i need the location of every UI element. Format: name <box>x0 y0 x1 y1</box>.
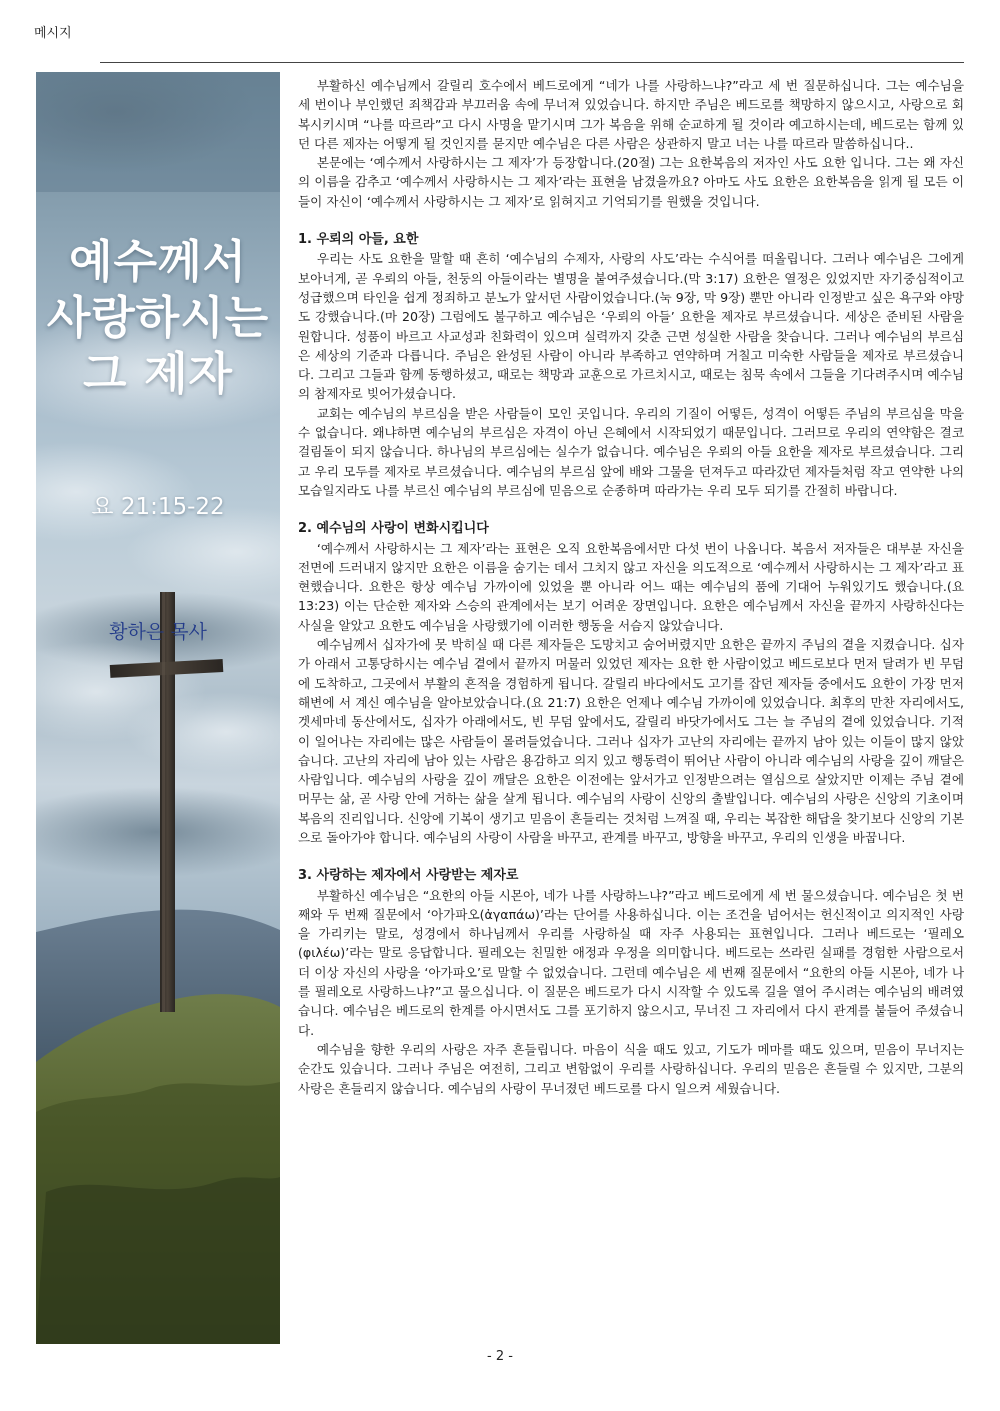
sermon-title-line: 예수께서 <box>69 235 247 288</box>
body-paragraph: 우리는 사도 요한을 말할 때 흔히 ‘예수님의 수제자, 사랑의 사도’라는 수식어를 떠올립니다. 그러나 예수님은 그에게 보아너게, 곧 우뢰의 아들, 천둥의 아들이라는 별명을 붙여주셨습니다.(막 3:17) 요한은 열정은 있었지만 자기중심적이고 성급했으며 타인을 쉽게 정죄하고 분노가 앞서던 사람이었습니다.(눅 9장, 막 9장) 뿐만 아니라 인정받고 싶은 욕구와 야망도 강했습니다.(마 20장) 그럼에도 불구하고 예수님은 ‘우뢰의 아들’ 요한을 제자로 부르셨습니다. 세상은 준비된 사람을 원합니다. 성품이 바르고 사교성과 친화력이 있으며 실력까지 갖춘 근면 성실한 사람을 찾습니다. 그러나 예수님의 부르심은 세상의 기준과 다릅니다. 주님은 완성된 사람이 아니라 부족하고 연약하며 거칠고 미숙한 사람들을 제자로 부르셨습니다. 그리고 그들과 함께 동행하셨고, 때로는 책망과 교훈으로 가르치시고, 때로는 침묵 속에서 그들을 기다려주시며 예수님의 참제자로 빚어가셨습니다. <box>298 251 964 402</box>
body-paragraph: ‘예수께서 사랑하시는 그 제자’라는 표현은 오직 요한복음에서만 다섯 번이 나옵니다. 복음서 저자들은 대부분 자신을 전면에 드러내지 않지만 요한은 이름을 숨기는 데서 그치지 않고 자신을 의도적으로 ‘예수께서 사랑하시는 그 제자’라고 표현했습니다. 요한은 항상 예수님 가까이에 있었을 뿐 아니라 어느 때는 예수님의 품에 기대어 누워있기도 했습니다.(요 13:23) 이는 단순한 제자와 스승의 관계에서는 보기 어려운 장면입니다. 요한은 예수님께서 자신을 끝까지 사랑하신다는 사실을 알았고 요한도 예수님을 사랑했기에 이러한 행동을 서슴지 않았습니다. <box>298 540 964 633</box>
section-label: 메시지 <box>34 26 72 41</box>
spacer <box>298 500 964 519</box>
body-paragraph: 교회는 예수님의 부르심을 받은 사람들이 모인 곳입니다. 우리의 기질이 어떻든, 성격이 어떻든 주님의 부르심을 막을 수 없습니다. 왜냐하면 예수님의 부르심은 자격이 아닌 은혜에서 시작되었기 때문입니다. 그러므로 우리의 연약함은 결코 걸림돌이 되지 않습니다. 하나님의 부르심에는 실수가 없습니다. 예수님은 우뢰의 아들 요한을 제자로 부르셨습니다. 그리고 우리 모두를 제자로 부르셨습니다. 예수님의 부르심 앞에 배와 그물을 던져두고 따라갔던 제자들처럼 작고 연약한 나의 모습일지라도 나를 부르신 예수님의 부르심에 믿음으로 순종하며 따라가는 우리 모두 되기를 간절히 바랍니다. <box>298 405 964 498</box>
scripture-reference: 요 21:15-22 <box>91 494 225 520</box>
spacer <box>298 847 964 866</box>
section-heading: 1. 우뢰의 아들, 요한 <box>298 232 419 248</box>
header-rule <box>100 62 964 63</box>
sermon-author: 황하은 목사 <box>109 621 207 643</box>
section-heading: 3. 사랑하는 제자에서 사랑받는 제자로 <box>298 868 519 884</box>
sermon-title-line: 그 제자 <box>82 347 234 400</box>
spacer <box>298 211 964 230</box>
intro-paragraph: 본문에는 ‘예수께서 사랑하시는 그 제자’가 등장합니다.(20절) 그는 요한복음의 저자인 사도 요한 입니다. 그는 왜 자신의 이름을 감추고 ‘예수께서 사랑하시는 그 제자’라는 표현을 남겼을까요? 아마도 사도 요한은 요한복음을 읽게 될 모든 이들이 자신이 ‘예수께서 사랑하시는 그 제자’로 읽혀지고 기억되기를 원했을 것입니다. <box>298 155 964 209</box>
page-number: - 2 - <box>487 1349 513 1364</box>
body-paragraph: 예수님께서 십자가에 못 박히실 때 다른 제자들은 도망치고 숨어버렸지만 요한은 끝까지 주님의 곁을 지켰습니다. 십자가 아래서 고통당하시는 예수님 곁에서 끝까지 머물러 있었던 제자는 요한 한 사람이었고 베드로보다 먼저 달려가 빈 무덤에 도착하고, 그곳에서 부활의 흔적을 경험하게 됩니다. 갈릴리 바다에서도 고기를 잡던 제자들 중에서도 요한이 가장 먼저 해변에 서 계신 예수님을 알아보았습니다.(요 21:7) 요한은 언제나 예수님 가까이에 있었습니다. 최후의 만찬 자리에서도, 겟세마네 동산에서도, 십자가 아래에서도, 빈 무덤 앞에서도, 갈릴리 바닷가에서도 그는 늘 주님의 곁에 있었습니다. 기적이 일어나는 자리에는 많은 사람들이 몰려들었습니다. 그러나 십자가 고난의 자리에는 끝까지 남아 있는 이들이 많지 않았습니다. 고난의 자리에 남아 있는 사람은 용감하고 의지 있고 행동력이 뛰어난 사람이 아니라 예수님의 사랑을 깊이 깨달은 사람입니다. 예수님의 사랑을 깊이 깨달은 요한은 이전에는 앞서가고 인정받으려는 열심으로 살았지만 이제는 주님 곁에 머무는 삶, 곧 사랑 안에 거하는 삶을 살게 됩니다. 예수님의 사랑이 신앙의 출발입니다. 예수님의 사랑은 신앙의 기초이며 복음의 진리입니다. 신앙에 기복이 생기고 믿음이 흔들리는 것처럼 느껴질 때, 우리는 복잡한 해답을 찾기보다 신앙의 기본으로 돌아가야 합니다. 예수님의 사랑이 사람을 바꾸고, 관계를 바꾸고, 방향을 바꾸고, 우리의 인생을 바꿉니다. <box>298 637 964 845</box>
intro-paragraph: 부활하신 예수님께서 갈릴리 호수에서 베드로에게 “네가 나를 사랑하느냐?”라고 세 번 질문하십니다. 그는 예수님을 세 번이나 부인했던 죄책감과 부끄러움 속에 무너져 있었습니다. 하지만 주님은 베드로를 책망하지 않으시고, 사랑으로 회복시키시며 “나를 따르라”고 다시 사명을 맡기시며 그가 복음을 위해 순교하게 될 것이라 예고하시는데, 베드로는 함께 있던 다른 제자는 어떻게 될 것인지를 묻지만 예수님은 다른 사람은 상관하지 말고 너는 나를 따르라 말씀하십니다.. <box>298 78 964 151</box>
body-paragraph: 부활하신 예수님은 “요한의 아들 시몬아, 네가 나를 사랑하느냐?”라고 베드로에게 세 번 물으셨습니다. 예수님은 첫 번째와 두 번째 질문에서 ‘아가파오(ἀγαπάω)’라는 단어를 사용하십니다. 이는 조건을 넘어서는 헌신적이고 의지적인 사랑을 가리키는 말로, 성경에서 하나님께서 우리를 사랑하실 때 자주 사용되는 표현입니다. 그러나 베드로는 ‘필레오(φιλέω)’라는 말로 응답합니다. 필레오는 친밀한 애정과 우정을 의미합니다. 베드로는 쓰라린 실패를 경험한 사람으로서 더 이상 자신의 사랑을 ‘아가파오’로 말할 수 없었습니다. 그런데 예수님은 세 번째 질문에서 “요한의 아들 시몬아, 네가 나를 필레오로 사랑하느냐?”고 물으십니다. 이 질문은 베드로가 다시 시작할 수 있도록 길을 열어 주시려는 예수님의 배려였습니다. 예수님은 베드로의 한계를 아시면서도 그를 포기하지 않으시고, 무너진 그 자리에서 다시 관계를 붙들어 주셨습니다. <box>298 887 964 1038</box>
sermon-title-line: 사랑하시는 <box>46 291 270 344</box>
sermon-title <box>36 234 280 402</box>
sermon-body <box>298 76 964 1098</box>
body-paragraph: 예수님을 향한 우리의 사랑은 자주 흔들립니다. 마음이 식을 때도 있고, 기도가 메마를 때도 있으며, 믿음이 무너지는 순간도 있습니다. 그러나 주님은 여전히, 그리고 변함없이 우리를 사랑하십니다. 우리의 믿음은 흔들릴 수 있지만, 그분의 사랑은 흔들리지 않습니다. 예수님의 사랑이 무너졌던 베드로를 다시 일으켜 세웠습니다. <box>298 1041 964 1096</box>
sidebar-banner <box>36 72 280 1344</box>
section-heading: 2. 예수님의 사랑이 변화시킵니다 <box>298 521 489 537</box>
